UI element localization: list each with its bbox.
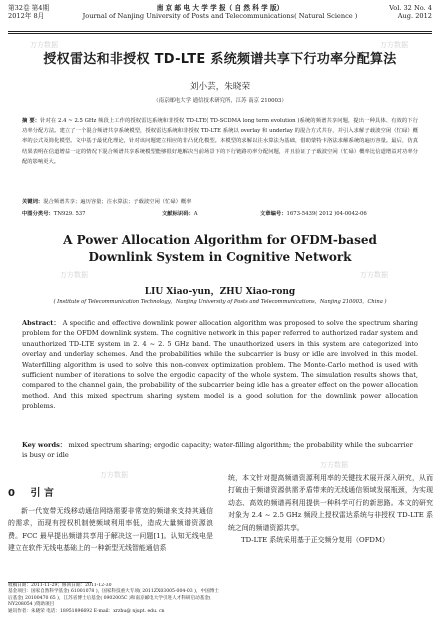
journal-header bbox=[8, 4, 432, 30]
en-authors: LIU Xiao-yun，ZHU Xiao-rong bbox=[144, 287, 296, 297]
cn-keywords bbox=[22, 198, 418, 207]
cn-keywords-label: 关键词： bbox=[22, 199, 44, 205]
article-number: 文章编号：1673-5439( 2012 )04-0042-06 bbox=[260, 211, 367, 217]
body-paragraph: 新一代宽带无线移动通信网络需要非常宽的频谱来支持其通信的需求，而现有授权机制使频域利用率低，造成大量频谱资源浪费。FCC 最早提出频谱共享用于解决这一问题[1]。认知无线电是建立在软件无线电基础上的一种新型无线智能通信系 bbox=[8, 507, 213, 553]
clc-code: 中图分类号：TN929. 537 bbox=[22, 211, 86, 217]
body-paragraph: 统，本文针对提高频谱资源利用率的关键技术展开深入研究，从而打破由于频谱资源供需矛盾带来的无线通信领域发展瓶颈，为实现动态、高效的频谱再利用提供一种科学可行的新思路。本文的研究对象为 2.4 ~ 2.5 GHz 频段上授权雷达系统与非授权 TD-LTE 系统之间的频谱资源共享。 bbox=[228, 474, 433, 532]
section-number: 0 bbox=[8, 488, 15, 499]
body-column-right bbox=[228, 472, 433, 592]
volume-issue: 第32卷 第4期 2012年 8月 bbox=[8, 4, 50, 20]
footnotes bbox=[8, 583, 220, 619]
footnote-funding: 基金项目：国家自然科学基金( 61001078 )，国家科技重大专项( 2011ZX03005-004-03 )，中国博士后基金( 20100470 65 )，江苏省博士后基金( 0902005C )和南京邮电大学引进人才科研启动基金( NY208054 )资助项目 bbox=[8, 589, 219, 608]
en-affiliation: ( Institute of Telecommunication Technology，Nanjing University of Posts and Telecommunications，Nanjing 210003，China ) bbox=[53, 299, 387, 305]
cn-abstract bbox=[22, 116, 418, 201]
cn-abstract-label: 摘 要： bbox=[22, 118, 41, 124]
en-keywords-text: mixed spectrum sharing; ergodic capacity; water-filling algorithm; the probability while the subcarrier is busy or idle bbox=[22, 441, 413, 460]
en-keywords-label: Key words： bbox=[22, 441, 67, 449]
body-column-left bbox=[8, 505, 213, 581]
doc-code: 文献标识码：A bbox=[162, 211, 198, 217]
volume-number-en: Vol. 32 No. 4 Aug. 2012 bbox=[389, 4, 432, 20]
cn-abstract-text: 针对在 2.4 ~ 2.5 GHz 频段上工作的授权雷达系统和非授权 TD-LTE( TD-SCDMA long term evolution )系统的频谱共享问题，提出一种具体、有效的下行功率分配方法。建立了一个混合频谱共享系统模型，授权雷达系统和非授权 TD-LTE 系统以 overlay 和 underlay 的混合方式共存，并引入求解子载波空闲（忙碌）概率的公式及简化模型。文中基于最优化理论，针对该问题建立相应的非凸优化模型。本模型的求解以注水算法为基础，借助蒙特卡洛法求解系统的遍历容量。最后，仿真结果表明在信道增益一定的情况下混合频谱共享系统模型能够很好地解决当前场景下的下行链路功率分配问题，并且验证了子载波空闲（忙碌）概率比信道增益对功率分配的影响更大。 bbox=[22, 118, 418, 165]
footnote-received: 收稿日期：2011-11-29；修回日期：2011-12-30 bbox=[8, 583, 112, 588]
cn-keywords-text: 混合频谱共享；遍历容量；注水算法；子载波空闲（忙碌）概率 bbox=[43, 199, 192, 205]
journal-name: 南 京 邮 电 大 学 学 报（ 自 然 科 学 版） Journal of Nanjing University of Posts and Telecommunications( Natural Science ) bbox=[82, 4, 358, 20]
watermark: 万方数据 bbox=[380, 41, 408, 49]
section-title: 引 言 bbox=[30, 488, 54, 499]
watermark: 万方数据 bbox=[320, 461, 348, 469]
en-abstract-text: A specific and effective downlink power allocation algorithm was proposed to solve the spectrum sharing problem for the OFDM downlink system. The cognitive network in this paper referred to authorized radar system and unauthorized TD-LTE system in 2. 4 ~ 2. 5 GHz band. The unauthorized users in this system are categorized into overlay and underlay schemes. And the probabilities while the subcarrier is busy or idle are involved in this model. Waterfilling algorithm is used to solve this non-convex optimization problem. The Monte-Carlo method is used with sufficient number of iterations to solve the ergodic capacity of the whole system. The simulation results shows that, compared to the channel gain, the probability of the subcarrier being idle has a greater effect on the power allocation method. And this mixed spectrum sharing system model is a good solution for the downlink power allocation problems. bbox=[22, 319, 418, 411]
en-title: A Power Allocation Algorithm for OFDM-based Downlink System in Cognitive Network bbox=[63, 233, 377, 264]
body-paragraph: TD-LTE 系统采用基于正交频分复用（OFDM） bbox=[241, 536, 389, 545]
en-abstract bbox=[22, 318, 418, 440]
watermark: 万方数据 bbox=[360, 271, 388, 279]
header-rule bbox=[8, 31, 432, 32]
en-abstract-label: Abstract： bbox=[22, 319, 61, 327]
footnote-contact: 通讯作者：朱晓荣 电话：18951896692 E-mail：xrzhu@ njupt. edu. cn bbox=[8, 608, 165, 614]
en-keywords bbox=[22, 440, 418, 462]
cn-authors: 刘小芸，朱晓荣 bbox=[189, 82, 251, 92]
header-rule-thin bbox=[8, 33, 432, 34]
watermark: 万方数据 bbox=[100, 471, 128, 479]
section-heading bbox=[8, 484, 54, 499]
watermark: 万方数据 bbox=[30, 41, 58, 49]
watermark: 万方数据 bbox=[60, 271, 88, 279]
cn-affiliation: （南京邮电大学 通信技术研究所，江苏 南京 210003） bbox=[153, 98, 287, 104]
cn-title: 授权雷达和非授权 TD-LTE 系统频谱共享下行功率分配算法 bbox=[43, 52, 397, 67]
